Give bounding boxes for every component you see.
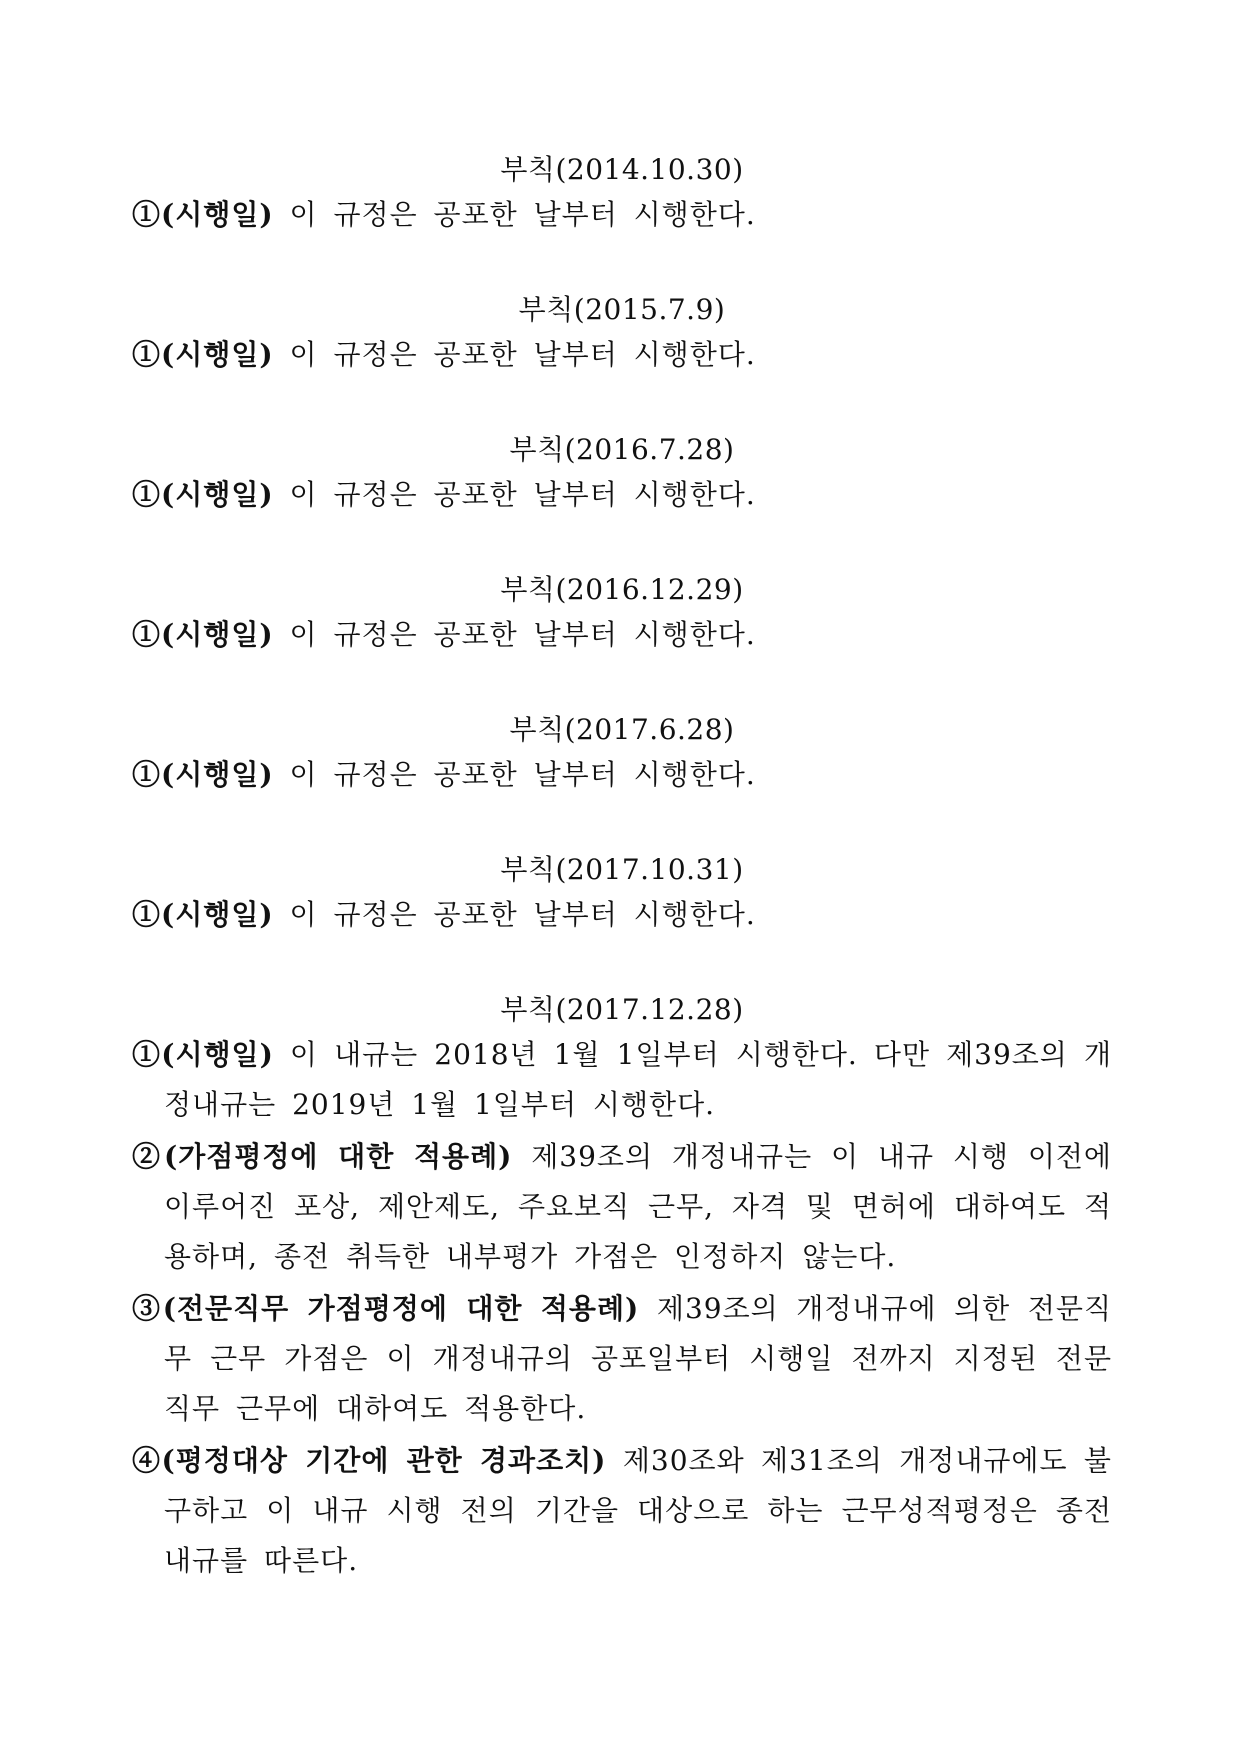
paragraph-text: 이 내규는 2018년 1월 1일부터 시행한다. 다만 제39조의 개정내규는 2019년 1월 1일부터 시행한다. xyxy=(164,1038,1112,1121)
addendum-heading xyxy=(132,570,1112,610)
paragraph-title: (시행일) xyxy=(161,898,274,931)
addendum-section xyxy=(132,150,1112,240)
addendum-paragraph xyxy=(132,610,1112,660)
paragraph-title: (가점평정에 대한 적용례) xyxy=(163,1140,513,1173)
addendum-heading xyxy=(132,290,1112,330)
addendum-section xyxy=(132,710,1112,800)
addendum-item xyxy=(132,1284,1112,1434)
paragraph-title: (시행일) xyxy=(161,1038,274,1071)
addendum-heading xyxy=(132,850,1112,890)
addendum-heading-text: 부칙(2016.7.28) xyxy=(509,433,735,466)
addendum-heading-text: 부칙(2016.12.29) xyxy=(500,573,744,606)
addendum-item xyxy=(132,1132,1112,1282)
paragraph-text: 제30조와 제31조의 개정내규에도 불구하고 이 내규 시행 전의 기간을 대상으로 하는 근무성적평정은 종전 내규를 따른다. xyxy=(164,1444,1112,1577)
paragraph-number: ① xyxy=(132,1038,162,1071)
addendum-heading xyxy=(132,150,1112,190)
addendum-item xyxy=(132,1436,1112,1586)
addendum-heading-text: 부칙(2014.10.30) xyxy=(500,153,744,186)
addendum-section xyxy=(132,570,1112,660)
paragraph-title: (시행일) xyxy=(161,478,274,511)
paragraph-number: ① xyxy=(132,338,162,371)
paragraph-text: 제39조의 개정내규에 의한 전문직무 근무 가점은 이 개정내규의 공포일부터 시행일 전까지 지정된 전문직무 근무에 대하여도 적용한다. xyxy=(164,1292,1112,1425)
addendum-heading-text: 부칙(2017.6.28) xyxy=(509,713,735,746)
paragraph-number: ① xyxy=(132,618,162,651)
addendum-paragraph xyxy=(132,330,1112,380)
paragraph-number: ① xyxy=(132,198,162,231)
paragraph-number: ④ xyxy=(132,1444,162,1477)
addendum-paragraph xyxy=(132,190,1112,240)
paragraph-text: 이 규정은 공포한 날부터 시행한다. xyxy=(273,338,756,371)
addendum-heading-text: 부칙(2017.10.31) xyxy=(500,853,744,886)
paragraph-number: ① xyxy=(132,898,162,931)
addendum-section-final xyxy=(132,990,1112,1588)
paragraph-title: (전문직무 가점평정에 대한 적용례) xyxy=(162,1292,640,1325)
paragraph-number: ② xyxy=(132,1140,164,1173)
paragraph-title: (시행일) xyxy=(161,198,274,231)
addendum-heading-text: 부칙(2017.12.28) xyxy=(500,993,744,1026)
addendum-section xyxy=(132,850,1112,940)
paragraph-number: ① xyxy=(132,478,162,511)
addendum-heading xyxy=(132,430,1112,470)
paragraph-text: 이 규정은 공포한 날부터 시행한다. xyxy=(273,618,756,651)
paragraph-text: 이 규정은 공포한 날부터 시행한다. xyxy=(273,758,756,791)
addendum-section xyxy=(132,290,1112,380)
addendum-section xyxy=(132,430,1112,520)
paragraph-text: 이 규정은 공포한 날부터 시행한다. xyxy=(273,478,756,511)
addendum-heading xyxy=(132,710,1112,750)
paragraph-text: 이 규정은 공포한 날부터 시행한다. xyxy=(273,198,756,231)
paragraph-title: (시행일) xyxy=(161,758,274,791)
paragraph-text: 이 규정은 공포한 날부터 시행한다. xyxy=(273,898,756,931)
addendum-item xyxy=(132,1030,1112,1130)
addendum-heading xyxy=(132,990,1112,1030)
paragraph-text: 제39조의 개정내규는 이 내규 시행 이전에 이루어진 포상, 제안제도, 주요보직 근무, 자격 및 면허에 대하여도 적용하며, 종전 취득한 내부평가 가점은 인정하지 않는다. xyxy=(164,1140,1112,1273)
paragraph-title: (시행일) xyxy=(161,338,274,371)
paragraph-title: (시행일) xyxy=(161,618,274,651)
paragraph-title: (평정대상 기간에 관한 경과조치) xyxy=(161,1444,607,1477)
paragraph-number: ③ xyxy=(132,1292,163,1325)
addendum-paragraph xyxy=(132,470,1112,520)
addendum-heading-text: 부칙(2015.7.9) xyxy=(518,293,726,326)
paragraph-number: ① xyxy=(132,758,162,791)
addendum-paragraph xyxy=(132,750,1112,800)
addendum-paragraph xyxy=(132,890,1112,940)
